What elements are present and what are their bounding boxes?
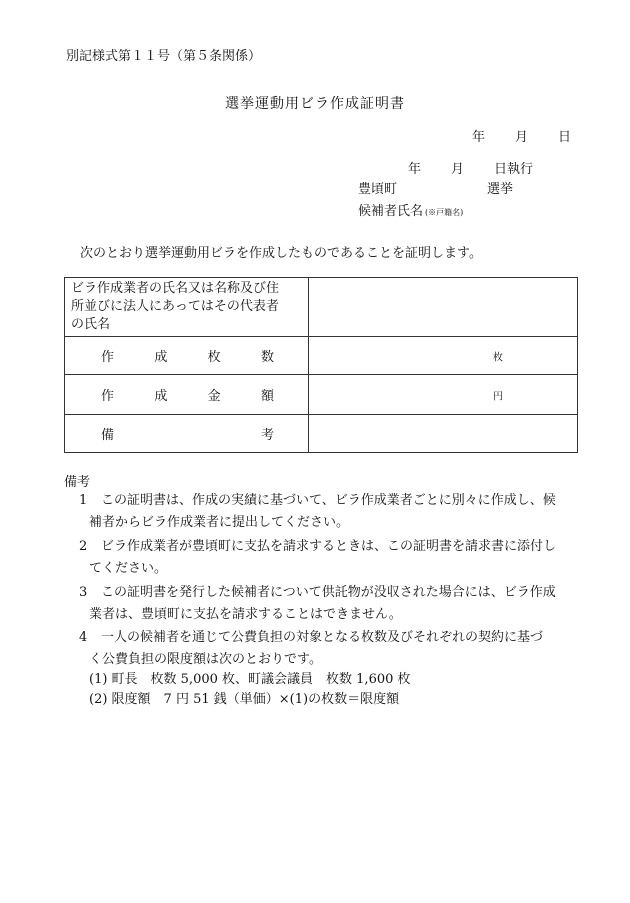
- printer-name-label: [65, 278, 309, 337]
- candidate-name-note: (※戸籍名): [425, 208, 464, 217]
- date-day: 日: [558, 130, 572, 145]
- label-char: 考: [260, 428, 274, 443]
- note-number: 3: [79, 585, 88, 600]
- note-item: [79, 536, 579, 580]
- document-title: 選挙運動用ビラ作成証明書: [225, 96, 405, 112]
- label-char: 成: [154, 389, 168, 404]
- label-char: 枚: [207, 350, 221, 365]
- printer-name-label-line3: の氏名: [71, 317, 111, 332]
- notes-heading: 備考: [64, 475, 91, 490]
- limit-amount-line: (2) 限度額 7 円 51 銭（単価）×(1)の枚数＝限度額: [89, 692, 400, 707]
- table-row: [65, 415, 578, 453]
- sheets-unit: 枚: [493, 352, 503, 363]
- issue-date-line: [472, 126, 571, 145]
- print-amount-field[interactable]: [309, 375, 578, 415]
- note-number: 4: [79, 630, 88, 645]
- table-row: [65, 278, 578, 337]
- note-number: 1: [79, 493, 88, 508]
- note-line2: 業者は、豊頃町に支払を請求することはできません。: [89, 607, 402, 622]
- label-char: 金: [207, 389, 221, 404]
- town-name: 豊頃町: [358, 182, 398, 197]
- election-date-line: [358, 160, 533, 180]
- election-name-line: [358, 180, 533, 200]
- note-line1: この証明書を発行した候補者について供託物が没収された場合には、ビラ作成: [101, 585, 556, 600]
- printer-name-label-line2: 所並びに法人にあってはその代表者: [71, 299, 279, 314]
- note-line1: この証明書は、作成の実績に基づいて、ビラ作成業者ごとに別々に作成し、候: [101, 493, 556, 508]
- note-item: [79, 627, 579, 671]
- note-line2: く公費負担の限度額は次のとおりです。: [89, 652, 322, 667]
- print-amount-label: [65, 375, 309, 415]
- certification-statement: 次のとおり選挙運動用ビラを作成したものであることを証明します。: [80, 246, 482, 261]
- note-number: 2: [79, 539, 88, 554]
- label-char: 額: [260, 389, 274, 404]
- election-word: 選挙: [487, 182, 514, 197]
- date-year: 年: [472, 130, 486, 145]
- note-item: [79, 490, 579, 534]
- table-row: [65, 337, 578, 375]
- printer-name-field[interactable]: [309, 278, 578, 337]
- remarks-label: [65, 415, 309, 453]
- yen-unit: 円: [493, 391, 503, 402]
- candidate-line: [358, 202, 533, 223]
- limit-sheets-line: (1) 町長 枚数 5,000 枚、町議会議員 枚数 1,600 枚: [89, 672, 411, 687]
- candidate-name-label: 候補者氏名: [358, 204, 424, 219]
- print-count-label: [65, 337, 309, 375]
- printer-name-label-line1: ビラ作成業者の氏名又は名称及び住: [71, 281, 280, 296]
- certificate-table: [64, 277, 578, 453]
- label-char: 備: [101, 428, 115, 443]
- election-month: 月: [451, 162, 465, 177]
- label-char: 成: [154, 350, 168, 365]
- note-line1: ビラ作成業者が豊頃町に支払を請求するときは、この証明書を請求書に添付し: [101, 539, 557, 554]
- label-char: 作: [101, 389, 115, 404]
- label-char: 作: [101, 350, 115, 365]
- date-month: 月: [515, 130, 529, 145]
- form-number-label: 別記様式第１１号（第５条関係）: [66, 49, 262, 64]
- election-day-suffix: 日執行: [494, 162, 534, 177]
- note-line2: 補者からビラ作成業者に提出してください。: [89, 515, 350, 530]
- remarks-field[interactable]: [309, 415, 578, 453]
- print-count-field[interactable]: [309, 337, 578, 375]
- election-year: 年: [408, 162, 422, 177]
- note-line1: 一人の候補者を通じて公費負担の対象となる枚数及びそれぞれの契約に基づ: [101, 630, 544, 645]
- note-item: [79, 582, 579, 626]
- table-row: [65, 375, 578, 415]
- election-info: [358, 160, 533, 223]
- label-char: 数: [260, 350, 274, 365]
- note-line2: てください。: [89, 561, 168, 576]
